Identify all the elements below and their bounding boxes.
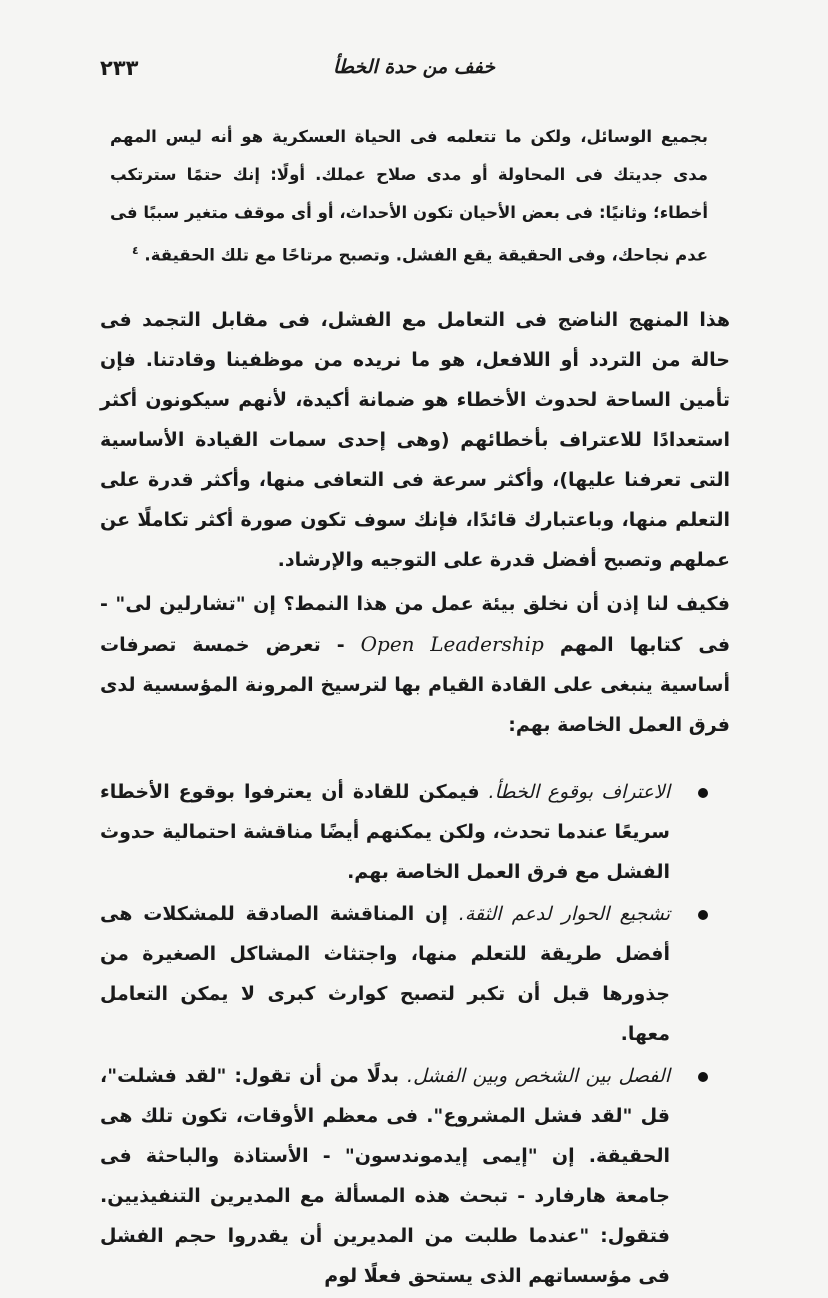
bullet-icon [698,910,708,920]
paragraph-2 [100,584,730,745]
page-number: ٢٣٣ [100,56,139,80]
bullet-lead: الفصل بين الشخص وبين الفشل. [407,1065,670,1087]
quote-text: بجميع الوسائل، ولكن ما تتعلمه فى الحياة العسكرية هو أنه ليس المهم مدى جديتك فى المحاولة أو مدى صلاح عملك. أولًا: إنك حتمًا سترتكب أخطاء؛ وثانيًا: فى بعض الأحيان تكون الأحداث، أو أى موقف متغير سببًا فى عدم نجاحك، وفى الحقيقة يقع الفشل. وتصبح مرتاحًا مع تلك الحقيقة. [110,127,708,265]
bullet-icon [698,788,708,798]
bullet-lead: الاعتراف بوقوع الخطأ. [488,781,670,803]
bullet-lead: تشجيع الحوار لدعم الثقة. [458,903,670,925]
bullet-text: فيمكن للقادة أن يعترفوا بوقوع الأخطاء سريعًا عندما تحدث، ولكن يمكنهم أيضًا مناقشة احتمالية حدوث الفشل مع فرق العمل الخاصة بهم. [100,781,670,883]
list-item [100,772,730,892]
paragraph-2-before: فكيف لنا إذن أن نخلق بيئة عمل من هذا النمط؟ إن "تشارلين لى" - فى كتابها المهم [100,593,731,656]
bullet-icon [698,1072,708,1082]
list-item [100,894,730,1054]
bullet-text: بدلًا من أن تقول: "لقد فشلت"، قل "لقد فشل المشروع". فى معظم الأوقات، تكون تلك هى الحقيقة. إن "إيمى إيدموندسون" - الأستاذة والباحثة فى جامعة هارفارد - تبحث هذه المسألة مع المديرين التنفيذيين. فتقول: "عندما طلبت من المديرين أن يقدروا حجم الفشل فى مؤسساتهم الذى يستحق فعلًا لوم [100,1065,670,1287]
paragraph-2-after: - تعرض خمسة تصرفات أساسية ينبغى على القادة القيام بها لترسيخ المرونة المؤسسية لدى فرق العمل الخاصة بهم: [100,634,730,736]
bullet-list [100,772,730,1298]
footnote-marker: ٤ [131,244,139,257]
bullet-text: إن المناقشة الصادقة للمشكلات هى أفضل طريقة للتعلم منها، واجتثاث المشاكل الصغيرة من جذورها قبل أن تكبر لتصبح كوارث كبرى لا يمكن التعامل معها. [100,903,670,1045]
book-title: Open Leadership [360,632,544,656]
page-header [100,52,728,92]
paragraph-1: هذا المنهج الناضج فى التعامل مع الفشل، فى مقابل التجمد فى حالة من التردد أو اللافعل، هو ما نريده من موظفينا وقادتنا. فإن تأمين الساحة لحدوث الأخطاء هو ضمانة أكيدة، لأنهم سيكونون أكثر استعدادًا للاعتراف بأخطائهم (وهى إحدى سمات القيادة الأساسية التى تعرفنا عليها)، وأكثر سرعة فى التعافى منها، وأكثر قدرة على التعلم منها، وباعتبارك قائدًا، فإنك سوف تكون صورة أكثر تكاملًا عن عملهم وتصبح أفضل قدرة على التوجيه والإرشاد. [100,309,730,571]
list-item [100,1056,730,1296]
running-title: خفف من حدة الخطأ [333,56,495,78]
block-quote [110,118,708,275]
